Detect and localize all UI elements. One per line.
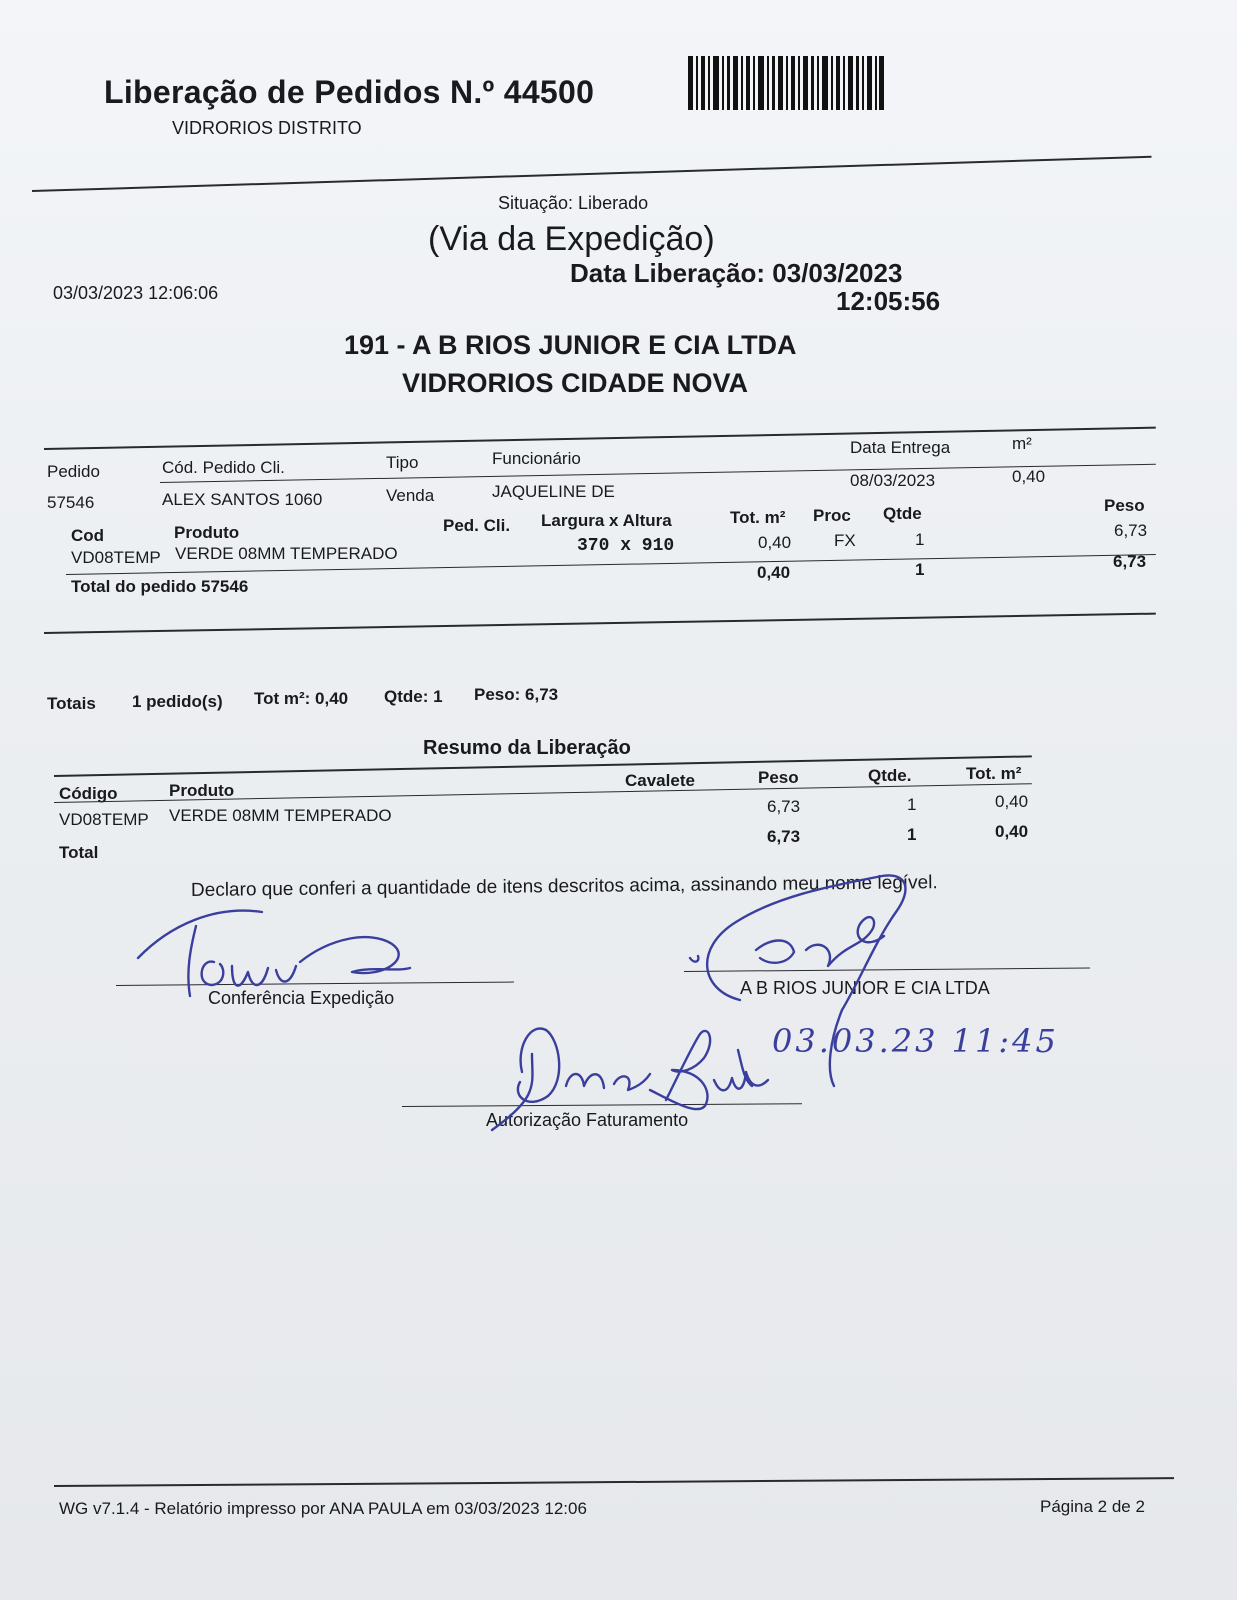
order-data-entrega: 08/03/2023 (850, 471, 936, 490)
col-data-entrega: Data Entrega (850, 438, 951, 457)
item-tot-m2: 0,40 (758, 533, 792, 552)
summary-row-produto: VERDE 08MM TEMPERADO (169, 806, 392, 825)
summary-row-peso: 6,73 (767, 797, 801, 816)
col-funcionario: Funcionário (492, 449, 581, 468)
item-produto: VERDE 08MM TEMPERADO (175, 544, 398, 563)
totals-qtde: Qtde: 1 (384, 687, 443, 706)
signature-line-company (684, 967, 1090, 972)
handwritten-date: 03.03.23 11:45 (772, 1022, 1059, 1060)
document-title: Liberação de Pedidos N.º 44500 (104, 74, 595, 110)
header-divider (32, 156, 1152, 192)
order-funcionario: JAQUELINE DE (492, 482, 615, 501)
summary-total-label: Total (59, 843, 99, 862)
item-qtde: 1 (915, 530, 925, 549)
order-m2: 0,40 (1012, 467, 1046, 486)
summary-title: Resumo da Liberação (423, 737, 631, 759)
item-col-tot-m2: Tot. m² (730, 508, 786, 527)
signature-label-company: A B RIOS JUNIOR E CIA LTDA (740, 978, 990, 998)
order-total-m2: 0,40 (757, 563, 791, 582)
summary-col-qtde: Qtde. (868, 766, 912, 785)
totals-pedidos: 1 pedido(s) (132, 692, 223, 711)
declaration-text: Declaro que conferi a quantidade de itens descritos acima, assinando meu nome legível. (190, 872, 938, 901)
summary-total-qtde: 1 (907, 825, 917, 844)
printed-datetime: 03/03/2023 12:06:06 (53, 283, 219, 303)
totals-peso: Peso: 6,73 (474, 685, 559, 704)
col-m2: m² (1012, 434, 1032, 453)
item-col-largura-altura: Largura x Altura (541, 511, 672, 530)
status-text: Situação: Liberado (498, 193, 649, 213)
summary-col-produto: Produto (169, 781, 235, 800)
order-total-label: Total do pedido 57546 (71, 577, 249, 596)
summary-col-tot-m2: Tot. m² (966, 764, 1022, 783)
item-col-cod: Cod (71, 526, 105, 545)
signature-line-conferencia (116, 982, 514, 986)
summary-col-cavalete: Cavalete (625, 771, 695, 790)
summary-col-codigo: Código (59, 784, 118, 803)
col-cod-pedido-cli: Cód. Pedido Cli. (162, 458, 285, 477)
summary-total-peso: 6,73 (767, 827, 801, 846)
order-top-divider (44, 427, 1156, 450)
col-pedido: Pedido (47, 462, 100, 481)
signature-line-autorizacao (402, 1103, 802, 1107)
page-number: Página 2 de 2 (1040, 1497, 1145, 1516)
order-total-peso: 6,73 (1113, 552, 1147, 571)
item-peso: 6,73 (1114, 521, 1148, 540)
totals-m2: Tot m²: 0,40 (254, 689, 349, 708)
item-cod: VD08TEMP (71, 548, 161, 567)
item-largura-altura: 370 x 910 (577, 536, 675, 556)
col-tipo: Tipo (386, 453, 419, 472)
item-col-qtde: Qtde (883, 504, 922, 523)
release-time: 12:05:56 (836, 286, 941, 316)
order-cod-pedido-cli: ALEX SANTOS 1060 (162, 490, 323, 509)
summary-col-peso: Peso (758, 768, 799, 787)
item-proc: FX (834, 531, 856, 550)
client-name: 191 - A B RIOS JUNIOR E CIA LTDA (344, 330, 797, 360)
barcode (688, 52, 884, 112)
order-total-qtde: 1 (915, 560, 925, 579)
item-col-produto: Produto (174, 523, 240, 542)
order-bottom-divider (44, 613, 1156, 634)
summary-row-tot-m2: 0,40 (995, 792, 1029, 811)
order-tipo: Venda (386, 486, 435, 505)
totals-label: Totais (47, 694, 96, 713)
release-date: Data Liberação: 03/03/2023 (570, 258, 903, 288)
item-col-peso: Peso (1104, 496, 1145, 515)
order-pedido: 57546 (47, 493, 95, 512)
signature-label-conferencia: Conferência Expedição (208, 988, 395, 1008)
summary-row-codigo: VD08TEMP (59, 810, 149, 829)
signature-label-autorizacao: Autorização Faturamento (486, 1110, 689, 1130)
summary-total-tot-m2: 0,40 (995, 822, 1029, 841)
company-name: VIDRORIOS DISTRITO (172, 118, 362, 138)
item-col-ped-cli: Ped. Cli. (443, 516, 511, 535)
footer-divider (54, 1477, 1174, 1487)
footer-printed-by: WG v7.1.4 - Relatório impresso por ANA PAULA em 03/03/2023 12:06 (59, 1499, 587, 1518)
summary-row-qtde: 1 (907, 795, 917, 814)
item-col-proc: Proc (813, 506, 851, 525)
copy-type: (Via da Expedição) (428, 220, 715, 258)
client-store: VIDRORIOS CIDADE NOVA (402, 368, 749, 398)
order-header-divider (160, 464, 1156, 483)
